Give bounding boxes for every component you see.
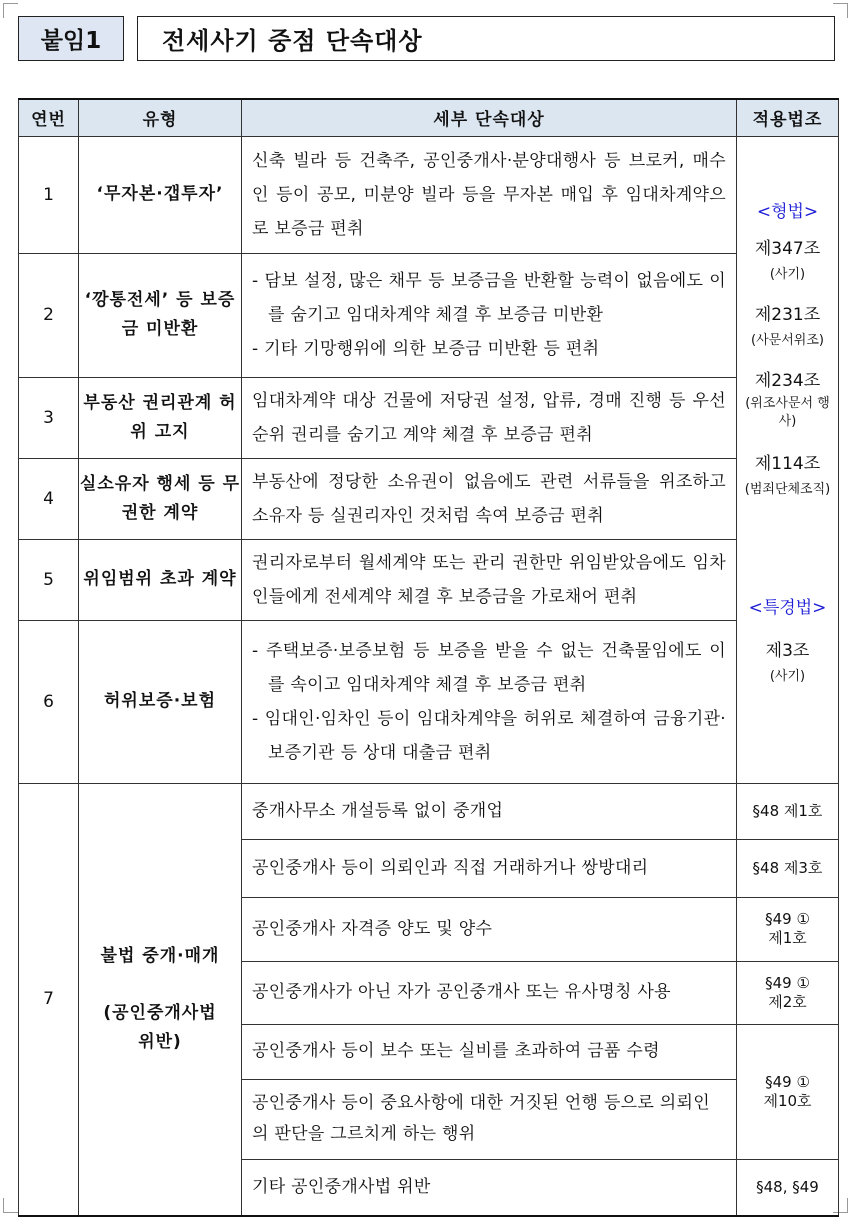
law-article: 제3조 [765,640,810,661]
row-type: 실소유자 행세 등 무권한 계약 [79,458,242,539]
row-type: ‘깡통전세’ 등 보증금 미반환 [79,253,242,377]
row-type: 허위보증·보험 [79,620,242,783]
corner-mark-top-right [833,3,848,18]
row-detail: 공인중개사 등이 중요사항에 대한 거짓된 언행 등으로 의뢰인의 판단을 그르치게 하는 행위 [242,1079,737,1159]
row-type-line: (공인중개사법 위반) [103,1002,217,1052]
col-header-detail: 세부 단속대상 [242,99,737,136]
law-note: (사기) [769,266,806,282]
row-detail [242,253,737,377]
law-article: 제234조 [754,370,821,391]
row-detail: 부동산에 정당한 소유권이 없음에도 관련 서류들을 위조하고 소유자 등 실권리자인 것처럼 속여 보증금 편취 [242,458,737,539]
applicable-law-cell [737,136,839,783]
row-number: 6 [19,620,79,783]
row-law: §48 제3호 [737,839,839,897]
row-type: 위임범위 초과 계약 [79,539,242,620]
law-note: (사기) [769,668,806,684]
table-row [19,136,839,253]
row-detail: 권리자로부터 월세계약 또는 관리 권한만 위임받았음에도 임차인들에게 전세계약 체결 후 보증금을 가로채어 편취 [242,539,737,620]
law-note: (사문서위조) [751,332,824,348]
table-row [19,253,839,377]
corner-mark-top-left [3,3,18,18]
row-detail: 기타 공인중개사법 위반 [242,1159,737,1216]
table-row [19,620,839,783]
row-detail: 중개사무소 개설등록 없이 중개업 [242,783,737,839]
row-law: §49 ① 제2호 [737,961,839,1024]
row-number: 4 [19,458,79,539]
law-note: (위조사문서 행사) [745,395,830,429]
table-row [19,539,839,620]
row-detail [242,620,737,783]
row-detail-bullet: - 주택보증·보증보험 등 보증을 받을 수 없는 건축물임에도 이를 속이고 임대차계약 체결 후 보증금 편취 [252,640,726,695]
table-row [19,377,839,458]
table-row [19,783,839,839]
row-type-line: 불법 중개·매개 [100,945,220,966]
row-detail: 공인중개사가 아닌 자가 공인중개사 또는 유사명칭 사용 [242,961,737,1024]
row-detail: 임대차계약 대상 건물에 저당권 설정, 압류, 경매 진행 등 우선순위 권리를 숨기고 계약 체결 후 보증금 편취 [242,377,737,458]
table-row [19,458,839,539]
row-type [79,783,242,1216]
criminal-law-header: <형법> [756,201,819,222]
law-article: 제231조 [754,304,821,325]
special-law-header: <특경법> [748,597,827,618]
enforcement-table [18,98,839,1217]
law-article: 제347조 [754,238,821,259]
row-detail-bullet: - 기타 기망행위에 의한 보증금 미반환 등 편취 [252,339,600,359]
page-title: 전세사기 중점 단속대상 [137,16,835,61]
row-detail: 공인중개사 등이 의뢰인과 직접 거래하거나 쌍방대리 [242,839,737,897]
col-header-type: 유형 [79,99,242,136]
row-detail: 공인중개사 자격증 양도 및 양수 [242,897,737,961]
row-detail: 신축 빌라 등 건축주, 공인중개사·분양대행사 등 브로커, 매수인 등이 공모, 미분양 빌라 등을 무자본 매입 후 임대차계약으로 보증금 편취 [242,136,737,253]
row-detail-bullet: - 임대인·임차인 등이 임대차계약을 허위로 체결하여 금융기관·보증기관 등 상대 대출금 편취 [252,708,726,763]
law-note: (범죄단체조직) [744,481,831,497]
row-type: 부동산 권리관계 허위 고지 [79,377,242,458]
row-number: 7 [19,783,79,1216]
table-header-row [19,99,839,136]
attachment-tag: 붙임1 [18,16,124,61]
law-article: 제114조 [754,453,821,474]
corner-mark-bottom-left [3,1198,18,1213]
row-detail: 공인중개사 등이 보수 또는 실비를 초과하여 금품 수령 [242,1024,737,1079]
row-law: §49 ① 제1호 [737,897,839,961]
row-law: §48, §49 [737,1159,839,1216]
row-number: 5 [19,539,79,620]
row-number: 2 [19,253,79,377]
row-type: ‘무자본·갭투자’ [79,136,242,253]
row-law: §49 ① 제10호 [737,1024,839,1159]
col-header-law: 적용법조 [737,99,839,136]
row-detail-bullet: - 담보 설정, 많은 채무 등 보증금을 반환할 능력이 없음에도 이를 숨기고 임대차계약 체결 후 보증금 미반환 [252,271,726,325]
row-number: 3 [19,377,79,458]
col-header-no: 연번 [19,99,79,136]
row-number: 1 [19,136,79,253]
row-law: §48 제1호 [737,783,839,839]
